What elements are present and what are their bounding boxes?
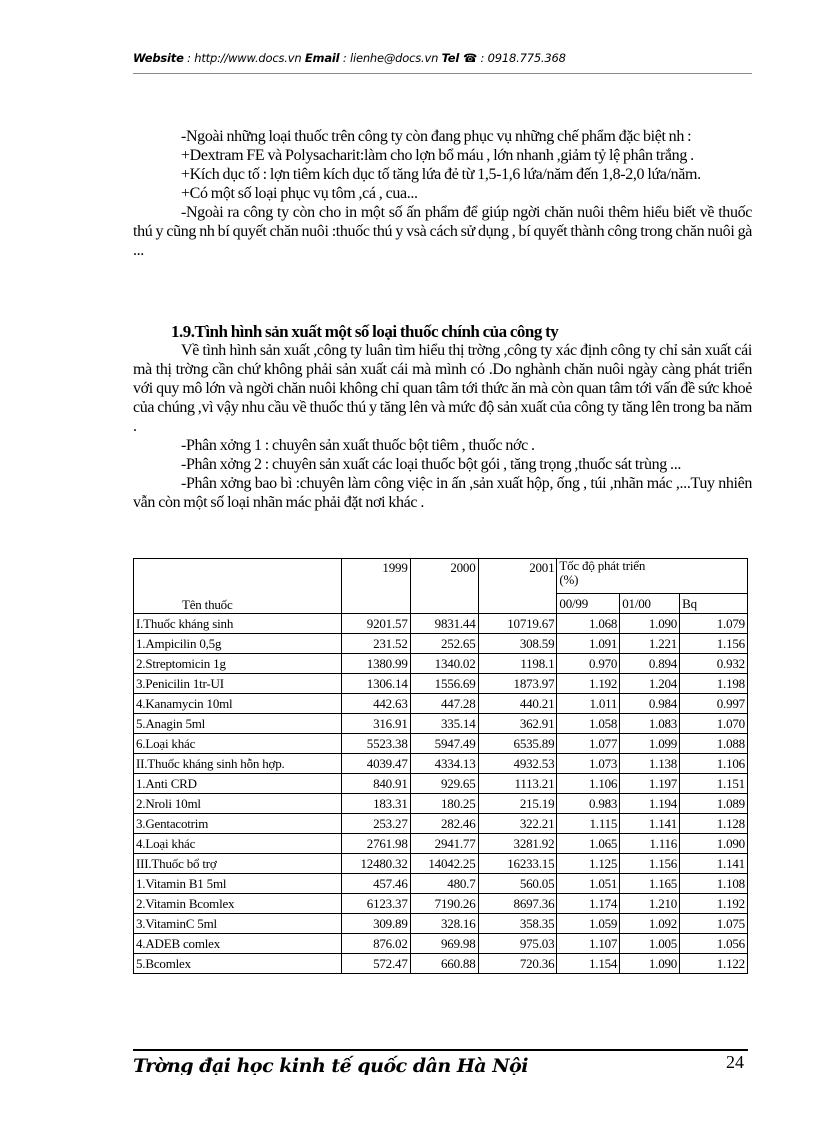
cell-value: 4039.47 xyxy=(341,754,410,774)
cell-value: 252.65 xyxy=(410,634,478,654)
cell-value: 1556.69 xyxy=(410,674,478,694)
cell-value: 1.151 xyxy=(680,774,748,794)
cell-drug-name: 3.VitaminC 5ml xyxy=(134,914,342,934)
cell-value: 215.19 xyxy=(478,794,557,814)
header-00-99: 00/99 xyxy=(557,594,620,614)
header-rule xyxy=(133,73,752,74)
website-label: Website xyxy=(133,51,184,65)
cell-drug-name: 1.Ampicilin 0,5g xyxy=(134,634,342,654)
cell-value: 1.198 xyxy=(680,674,748,694)
cell-value: 0.894 xyxy=(620,654,680,674)
cell-value: 282.46 xyxy=(410,814,478,834)
website-link[interactable]: : http://www.docs.vn xyxy=(183,51,305,65)
header-growth: Tốc độ phát triển (%) xyxy=(557,559,748,594)
cell-value: 1.065 xyxy=(557,834,620,854)
cell-value: 1.156 xyxy=(620,854,680,874)
cell-value: 1.005 xyxy=(620,934,680,954)
paragraph: +Có một số loại phục vụ tôm ,cá , cua... xyxy=(181,185,418,202)
cell-value: 1.059 xyxy=(557,914,620,934)
table-row xyxy=(134,934,748,954)
cell-value: 1.075 xyxy=(680,914,748,934)
cell-value: 1.194 xyxy=(620,794,680,814)
cell-value: 929.65 xyxy=(410,774,478,794)
cell-value: 362.91 xyxy=(478,714,557,734)
cell-value: 1.108 xyxy=(680,874,748,894)
cell-drug-name: III.Thuốc bổ trợ xyxy=(134,854,342,874)
cell-value: 4334.13 xyxy=(410,754,478,774)
cell-value: 1.221 xyxy=(620,634,680,654)
table-row xyxy=(134,794,748,814)
cell-value: 1113.21 xyxy=(478,774,557,794)
table-header-row xyxy=(134,559,748,594)
header-drug-name: Tên thuốc xyxy=(134,559,342,614)
cell-value: 0.970 xyxy=(557,654,620,674)
table-row xyxy=(134,854,748,874)
cell-value: 6535.89 xyxy=(478,734,557,754)
cell-value: 1306.14 xyxy=(341,674,410,694)
cell-value: 335.14 xyxy=(410,714,478,734)
cell-value: 1.116 xyxy=(620,834,680,854)
cell-value: 6123.37 xyxy=(341,894,410,914)
cell-value: 1.115 xyxy=(557,814,620,834)
body-text-2 xyxy=(133,322,752,512)
cell-value: 8697.36 xyxy=(478,894,557,914)
footer-rule xyxy=(133,1049,748,1051)
paragraph: +Kích dục tố : lợn tiêm kích dục tố tăng lứa đẻ từ 1,5-1,6 lứa/năm đến 1,8-2,0 lứa/năm. xyxy=(181,166,701,183)
table-row xyxy=(134,874,748,894)
cell-value: 1.090 xyxy=(680,834,748,854)
cell-value: 1873.97 xyxy=(478,674,557,694)
header-2001: 2001 xyxy=(478,559,557,614)
cell-value: 1.079 xyxy=(680,614,748,634)
cell-value: 1.165 xyxy=(620,874,680,894)
cell-value: 1.068 xyxy=(557,614,620,634)
page-number: 24 xyxy=(726,1052,744,1072)
cell-value: 0.983 xyxy=(557,794,620,814)
production-table xyxy=(133,558,748,974)
cell-value: 3281.92 xyxy=(478,834,557,854)
cell-value: 12480.32 xyxy=(341,854,410,874)
cell-drug-name: 4.Loại khác xyxy=(134,834,342,854)
header-2000: 2000 xyxy=(410,559,478,614)
cell-value: 1.122 xyxy=(680,954,748,974)
cell-value: 9201.57 xyxy=(341,614,410,634)
cell-value: 1.073 xyxy=(557,754,620,774)
cell-value: 1.107 xyxy=(557,934,620,954)
cell-value: 316.91 xyxy=(341,714,410,734)
body-text-1 xyxy=(133,127,752,260)
cell-drug-name: 1.Anti CRD xyxy=(134,774,342,794)
cell-drug-name: 3.Gentacotrim xyxy=(134,814,342,834)
table-row xyxy=(134,714,748,734)
cell-value: 1.128 xyxy=(680,814,748,834)
cell-value: 1.156 xyxy=(680,634,748,654)
cell-value: 14042.25 xyxy=(410,854,478,874)
paragraph: Về tình hình sản xuất ,công ty luân tìm hiểu thị trờng ,công ty xác định công ty chỉ sản xuất cái mà thị trờng cần chứ không phải sản xuất cái mà mình có .Do nghành chăn nuôi ngày càng phát triển với quy mô lớn và ngời chăn nuôi không chỉ quan tâm tới thức ăn mà còn quan tâm tới vấn đề sức khoẻ của chúng ,vì vậy nhu cầu về thuốc thú y tăng lên và mức độ sản xuất của công ty tăng lên trong ba năm . xyxy=(133,342,753,435)
cell-value: 660.88 xyxy=(410,954,478,974)
cell-drug-name: I.Thuốc kháng sinh xyxy=(134,614,342,634)
cell-drug-name: 5.Bcomlex xyxy=(134,954,342,974)
table-row xyxy=(134,814,748,834)
cell-value: 720.36 xyxy=(478,954,557,974)
table-row xyxy=(134,614,748,634)
cell-drug-name: 3.Penicilin 1tr-UI xyxy=(134,674,342,694)
cell-value: 1.099 xyxy=(620,734,680,754)
cell-drug-name: 4.Kanamycin 10ml xyxy=(134,694,342,714)
table-row xyxy=(134,634,748,654)
cell-value: 180.25 xyxy=(410,794,478,814)
cell-value: 2941.77 xyxy=(410,834,478,854)
cell-value: 328.16 xyxy=(410,914,478,934)
cell-value: 5523.38 xyxy=(341,734,410,754)
table-row xyxy=(134,894,748,914)
cell-value: 253.27 xyxy=(341,814,410,834)
cell-value: 1.106 xyxy=(557,774,620,794)
cell-value: 322.21 xyxy=(478,814,557,834)
cell-value: 1.011 xyxy=(557,694,620,714)
cell-value: 308.59 xyxy=(478,634,557,654)
cell-value: 1.125 xyxy=(557,854,620,874)
cell-value: 5947.49 xyxy=(410,734,478,754)
page-header xyxy=(133,51,566,65)
tel-label: Tel ☎ xyxy=(441,51,478,65)
footer-school: Trờng đại học kinh tế quốc dân Hà Nội xyxy=(133,1055,528,1075)
section-heading: 1.9.Tình hình sản xuất một số loại thuốc chính của công ty xyxy=(171,322,559,341)
cell-value: 1.154 xyxy=(557,954,620,974)
header-bq: Bq xyxy=(680,594,748,614)
table-row xyxy=(134,954,748,974)
table-row xyxy=(134,914,748,934)
tel-number: : 0918.775.368 xyxy=(477,51,566,65)
cell-value: 0.997 xyxy=(680,694,748,714)
cell-drug-name: II.Thuốc kháng sinh hỗn hợp. xyxy=(134,754,342,774)
cell-value: 1.192 xyxy=(680,894,748,914)
cell-value: 1.058 xyxy=(557,714,620,734)
paragraph: +Dextram FE và Polysacharit:làm cho lợn bổ máu , lớn nhanh ,giảm tỷ lệ phân trắng . xyxy=(181,147,694,164)
paragraph: -Ngoài những loại thuốc trên công ty còn đang phục vụ những chế phẩm đặc biệt nh : xyxy=(181,128,692,145)
cell-value: 1.051 xyxy=(557,874,620,894)
cell-value: 0.984 xyxy=(620,694,680,714)
cell-value: 1.204 xyxy=(620,674,680,694)
cell-value: 7190.26 xyxy=(410,894,478,914)
cell-value: 1.090 xyxy=(620,954,680,974)
cell-value: 358.35 xyxy=(478,914,557,934)
cell-value: 231.52 xyxy=(341,634,410,654)
cell-value: 1.192 xyxy=(557,674,620,694)
cell-drug-name: 2.Vitamin Bcomlex xyxy=(134,894,342,914)
header-01-00: 01/00 xyxy=(620,594,680,614)
cell-value: 1.174 xyxy=(557,894,620,914)
cell-value: 1.138 xyxy=(620,754,680,774)
cell-value: 1.106 xyxy=(680,754,748,774)
cell-value: 969.98 xyxy=(410,934,478,954)
cell-value: 560.05 xyxy=(478,874,557,894)
cell-drug-name: 6.Loại khác xyxy=(134,734,342,754)
table-row xyxy=(134,734,748,754)
cell-value: 447.28 xyxy=(410,694,478,714)
cell-drug-name: 4.ADEB comlex xyxy=(134,934,342,954)
table-row xyxy=(134,834,748,854)
cell-value: 1.056 xyxy=(680,934,748,954)
table-row xyxy=(134,654,748,674)
cell-value: 840.91 xyxy=(341,774,410,794)
cell-value: 1.070 xyxy=(680,714,748,734)
cell-value: 16233.15 xyxy=(478,854,557,874)
cell-value: 1.092 xyxy=(620,914,680,934)
cell-drug-name: 1.Vitamin B1 5ml xyxy=(134,874,342,894)
cell-value: 440.21 xyxy=(478,694,557,714)
cell-value: 1340.02 xyxy=(410,654,478,674)
cell-value: 1.141 xyxy=(680,854,748,874)
cell-value: 457.46 xyxy=(341,874,410,894)
cell-value: 572.47 xyxy=(341,954,410,974)
cell-value: 442.63 xyxy=(341,694,410,714)
table-row xyxy=(134,694,748,714)
cell-value: 0.932 xyxy=(680,654,748,674)
cell-value: 4932.53 xyxy=(478,754,557,774)
cell-value: 1198.1 xyxy=(478,654,557,674)
cell-value: 9831.44 xyxy=(410,614,478,634)
cell-value: 1380.99 xyxy=(341,654,410,674)
paragraph: -Phân xởng 2 : chuyên sản xuất các loại thuốc bột gói , tăng trọng ,thuốc sát trùng ... xyxy=(181,456,682,473)
cell-value: 1.090 xyxy=(620,614,680,634)
paragraph: -Ngoài ra công ty còn cho in một số ấn phẩm để giúp ngời chăn nuôi thêm hiểu biết về thuốc thú y cũng nh bí quyết chăn nuôi :thuốc thú y vsà cách sử dụng , bí quyết thành công trong chăn nuôi gà ... xyxy=(133,204,752,259)
cell-drug-name: 2.Nroli 10ml xyxy=(134,794,342,814)
email-label: Email xyxy=(304,51,340,65)
cell-value: 1.210 xyxy=(620,894,680,914)
cell-value: 183.31 xyxy=(341,794,410,814)
cell-value: 309.89 xyxy=(341,914,410,934)
paragraph: -Phân xởng 1 : chuyên sản xuất thuốc bột tiêm , thuốc nớc . xyxy=(181,437,535,454)
email-link[interactable]: : lienhe@docs.vn xyxy=(339,51,442,65)
cell-value: 1.083 xyxy=(620,714,680,734)
header-1999: 1999 xyxy=(341,559,410,614)
cell-value: 1.091 xyxy=(557,634,620,654)
cell-value: 876.02 xyxy=(341,934,410,954)
cell-drug-name: 5.Anagin 5ml xyxy=(134,714,342,734)
paragraph: -Phân xởng bao bì :chuyên làm công việc in ấn ,sản xuất hộp, ống , túi ,nhãn mác ,...Tuy nhiên vẫn còn một số loại nhãn mác phải đặt nơi khác . xyxy=(133,475,752,511)
table-row xyxy=(134,754,748,774)
cell-value: 1.197 xyxy=(620,774,680,794)
table-row xyxy=(134,674,748,694)
cell-value: 10719.67 xyxy=(478,614,557,634)
cell-value: 2761.98 xyxy=(341,834,410,854)
cell-drug-name: 2.Streptomicin 1g xyxy=(134,654,342,674)
table-row xyxy=(134,774,748,794)
cell-value: 480.7 xyxy=(410,874,478,894)
cell-value: 1.088 xyxy=(680,734,748,754)
cell-value: 975.03 xyxy=(478,934,557,954)
cell-value: 1.089 xyxy=(680,794,748,814)
cell-value: 1.141 xyxy=(620,814,680,834)
cell-value: 1.077 xyxy=(557,734,620,754)
